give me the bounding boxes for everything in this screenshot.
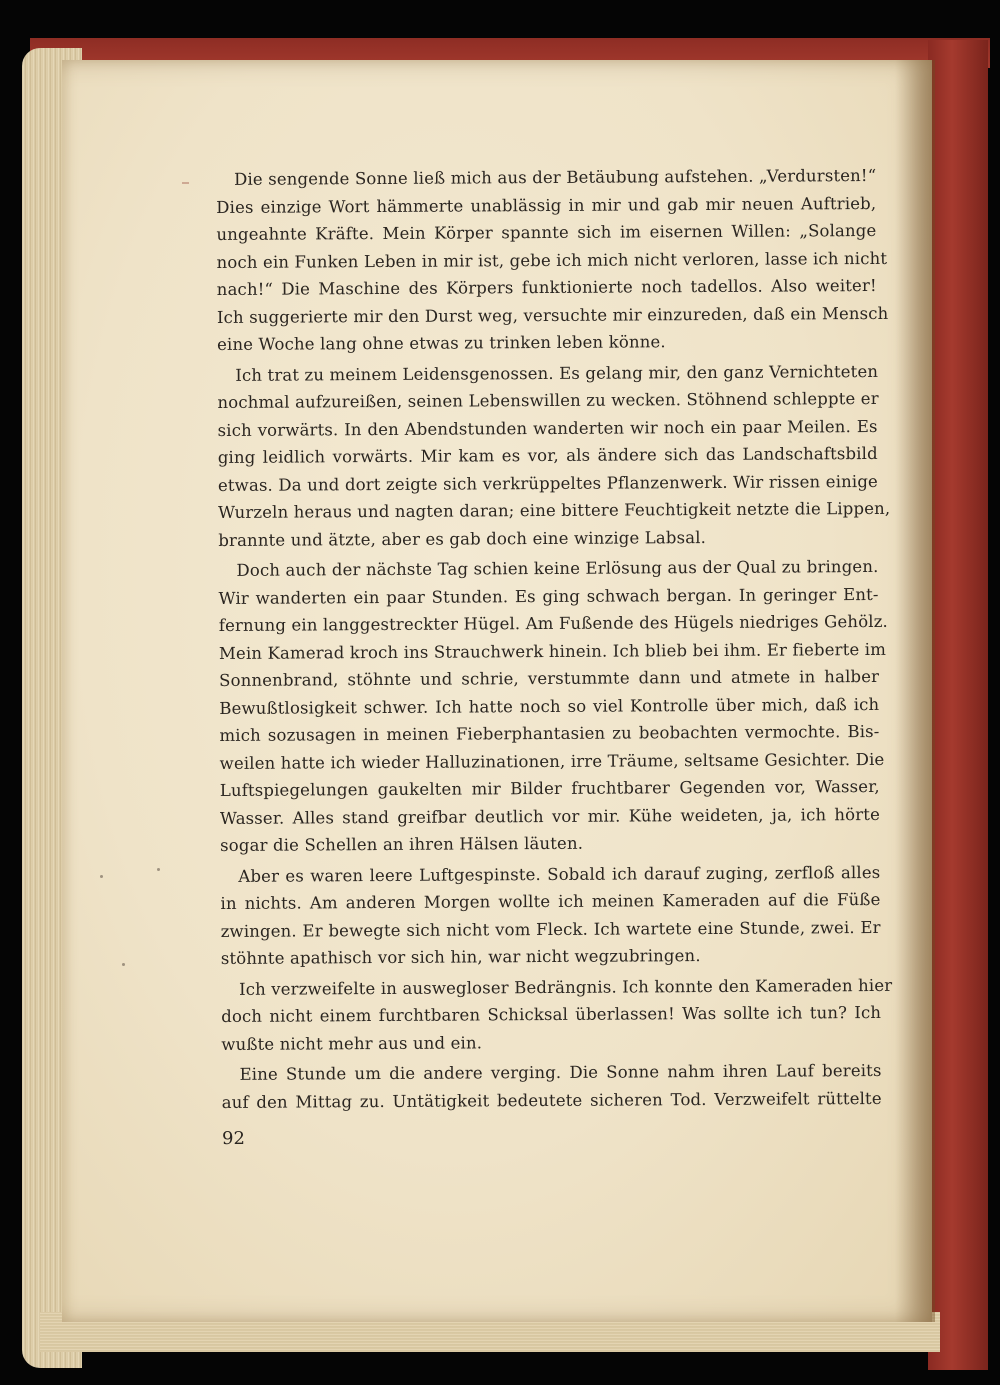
- paper-speck: [157, 868, 160, 871]
- text-line: stöhnte apathisch vor sich hin, war nicht wegzubringen.: [220, 946, 701, 968]
- page-number: 92: [222, 1128, 245, 1149]
- text-line: weilen hatte ich wieder Halluzinationen, irre Träume, seltsame Gesichter. Die: [219, 749, 885, 773]
- text-line: fernung ein langgestreckter Hügel. Am Fußende des Hügels niedriges Gehölz.: [218, 611, 888, 635]
- book-cover-right-edge: [928, 40, 988, 1370]
- text-line: zwingen. Er bewegte sich nicht vom Fleck. Ich wartete eine Stunde, zwei. Er: [220, 917, 881, 941]
- text-line: Ich suggerierte mir den Durst weg, versuchte mir einzureden, daß ein Mensch: [216, 303, 889, 327]
- text-line: nochmal aufzureißen, seinen Lebenswillen zu wecken. Stöhnend schleppte er: [217, 388, 879, 412]
- body-text: [216, 162, 893, 1116]
- text-line: Wasser. Alles stand greifbar deutlich vor mir. Kühe weideten, ja, ich hörte: [219, 804, 881, 828]
- text-line: wußte nicht mehr aus und ein.: [221, 1032, 483, 1054]
- text-line: auf den Mittag zu. Untätigkeit bedeutete sicheren Tod. Verzweifelt rüttelte: [221, 1088, 882, 1112]
- text-line: in nichts. Am anderen Morgen wollte ich meinen Kameraden auf die Füße: [220, 889, 881, 913]
- text-line: doch nicht einem furchtbaren Schicksal überlassen! Was sollte ich tun? Ich: [221, 1002, 882, 1026]
- text-line: noch ein Funken Leben in mir ist, gebe ich mich nicht verloren, lasse ich nicht: [216, 248, 888, 272]
- text-line: ungeahnte Kräfte. Mein Körper spannte sich im eisernen Willen: „Solange: [216, 220, 877, 244]
- text-line: eine Woche lang ohne etwas zu trinken leben könne.: [217, 332, 666, 354]
- text-line: Aber es waren leere Luftgespinste. Sobald ich darauf zuging, zerfloß alles: [238, 862, 881, 886]
- text-line: brannte und ätzte, aber es gab doch eine winzige Labsal.: [218, 527, 707, 550]
- text-line: Luftspiegelungen gaukelten mir Bilder fruchtbarer Gegenden vor, Wasser,: [219, 776, 880, 800]
- text-line: Wurzeln heraus und nagten daran; eine bittere Feuchtigkeit netzte die Lippen,: [218, 498, 891, 522]
- text-line: Doch auch der nächste Tag schien keine Erlösung aus der Qual zu bringen.: [236, 556, 879, 580]
- text-line: Die sengende Sonne ließ mich aus der Betäubung aufstehen. „Verdursten!“: [234, 165, 877, 189]
- text-line: Dies einzige Wort hämmerte unablässig in mir und gab mir neuen Auftrieb,: [216, 193, 877, 217]
- paper-speck: [122, 963, 125, 966]
- margin-mark: [182, 182, 189, 184]
- text-line: Ich trat zu meinem Leidensgenossen. Es gelang mir, den ganz Vernichteten: [235, 361, 879, 385]
- gutter-shadow: [895, 60, 935, 1322]
- text-line: Mein Kamerad kroch ins Strauchwerk hinein. Ich blieb bei ihm. Er fieberte im: [218, 639, 887, 663]
- text-line: Bewußtlosigkeit schwer. Ich hatte noch so viel Kontrolle über mich, daß ich: [219, 694, 880, 718]
- text-line: etwas. Da und dort zeigte sich verkrüppeltes Pflanzenwerk. Wir rissen einige: [217, 471, 878, 495]
- text-line: Wir wanderten ein paar Stunden. Es ging schwach bergan. In geringer Ent-: [218, 584, 879, 608]
- paper-speck: [100, 875, 103, 878]
- text-line: mich sozusagen in meinen Fieberphantasien zu beobachten vermochte. Bis-: [219, 721, 880, 745]
- text-line: Ich verzweifelte in auswegloser Bedrängnis. Ich konnte den Kameraden hier: [238, 975, 893, 999]
- book-page: [62, 60, 932, 1322]
- text-line: Eine Stunde um die andere verging. Die Sonne nahm ihren Lauf bereits: [239, 1060, 882, 1084]
- text-line: nach!“ Die Maschine des Körpers funktionierte noch tadellos. Also weiter!: [216, 275, 877, 299]
- text-line: sogar die Schellen an ihren Hälsen läuten.: [220, 833, 584, 855]
- text-line: sich vorwärts. In den Abendstunden wanderten wir noch ein paar Meilen. Es: [217, 416, 878, 440]
- text-line: ging leidlich vorwärts. Mir kam es vor, als ändere sich das Landschaftsbild: [217, 443, 878, 467]
- text-line: Sonnenbrand, stöhnte und schrie, verstummte dann und atmete in halber: [219, 666, 880, 690]
